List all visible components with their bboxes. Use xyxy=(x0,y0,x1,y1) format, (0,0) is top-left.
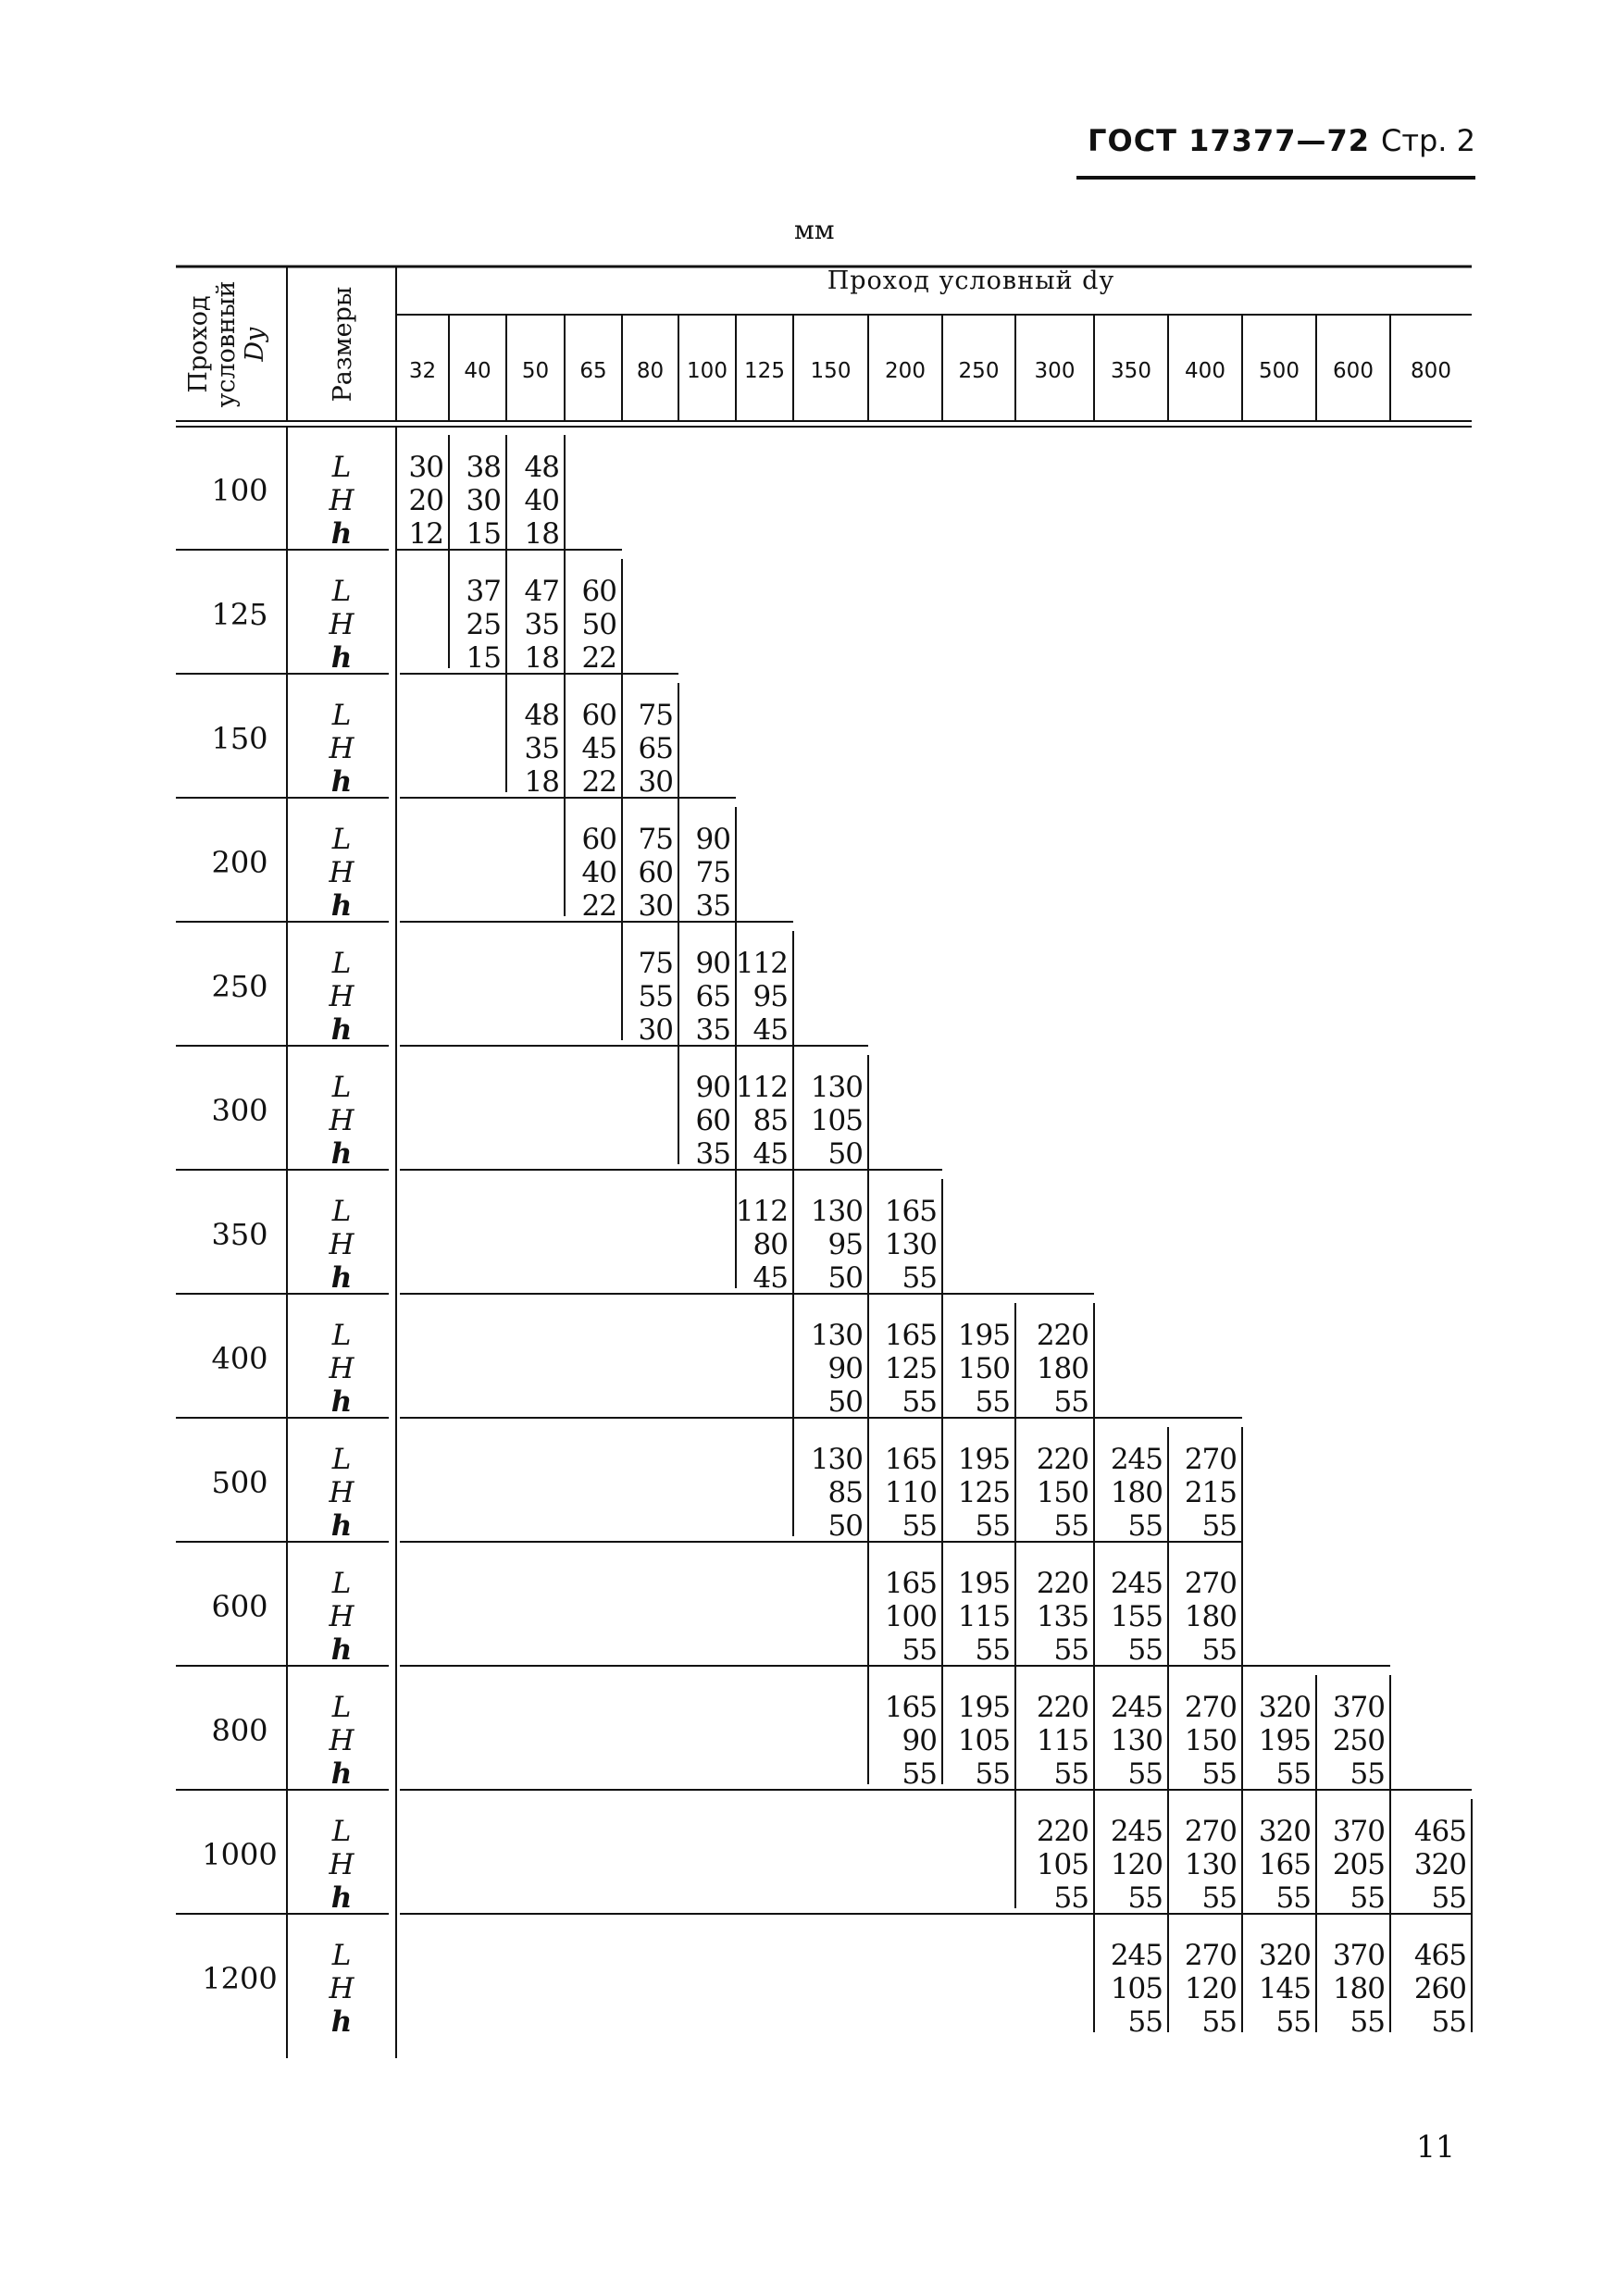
dimension-label: H xyxy=(329,1104,354,1137)
cell-value: 130 xyxy=(810,1319,863,1352)
dimension-label: H xyxy=(329,980,354,1013)
cell-value: 55 xyxy=(1275,2005,1311,2039)
cell-value: 125 xyxy=(957,1476,1010,1509)
dy-column-header: 300 xyxy=(1034,359,1076,383)
cell-value: 47 xyxy=(524,575,559,608)
cell-value: 130 xyxy=(884,1228,937,1261)
dimension-label: L xyxy=(331,1567,352,1600)
cell-value: 50 xyxy=(827,1509,863,1543)
dy-row-label: 125 xyxy=(211,597,268,632)
cell-value: 105 xyxy=(1110,1972,1163,2005)
cell-value: 130 xyxy=(810,1195,863,1228)
cell-value: 465 xyxy=(1413,1815,1466,1848)
cell-value: 55 xyxy=(1053,1509,1088,1543)
dimension-label: L xyxy=(331,1939,352,1972)
cell-value: 250 xyxy=(1332,1724,1385,1757)
cell-value: 18 xyxy=(524,517,559,551)
cell-value: 18 xyxy=(524,765,559,799)
dy-row-label: 150 xyxy=(211,721,268,756)
dimension-label: L xyxy=(331,1195,352,1228)
cell-value: 165 xyxy=(884,1691,937,1724)
cell-value: 195 xyxy=(957,1443,1010,1476)
cell-value: 40 xyxy=(524,484,559,517)
dimension-label: L xyxy=(331,699,352,732)
dimension-label: H xyxy=(329,1476,354,1509)
cell-value: 25 xyxy=(466,608,501,641)
dy-column-header: 125 xyxy=(744,359,785,383)
cell-value: 370 xyxy=(1332,1691,1385,1724)
cell-value: 55 xyxy=(1431,2005,1466,2039)
cell-value: 55 xyxy=(1127,1633,1163,1667)
cell-value: 220 xyxy=(1036,1815,1088,1848)
dy-column-header: 600 xyxy=(1333,359,1374,383)
cell-value: 55 xyxy=(975,1385,1010,1419)
dimension-label: h xyxy=(330,1385,353,1419)
cell-value: 180 xyxy=(1110,1476,1163,1509)
cell-value: 50 xyxy=(827,1261,863,1295)
dy-column-header: 50 xyxy=(521,359,550,383)
cell-value: 35 xyxy=(695,1137,730,1171)
dy-column-header: 800 xyxy=(1411,359,1451,383)
dimension-label: L xyxy=(331,947,352,980)
cell-value: 125 xyxy=(884,1352,937,1385)
cell-value: 18 xyxy=(524,641,559,675)
cell-value: 55 xyxy=(902,1633,937,1667)
cell-value: 55 xyxy=(1201,2005,1237,2039)
cell-value: 55 xyxy=(638,980,673,1013)
cell-value: 110 xyxy=(884,1476,937,1509)
cell-value: 55 xyxy=(1275,1757,1311,1791)
cell-value: 320 xyxy=(1413,1848,1466,1881)
dy-row-header xyxy=(184,280,269,407)
dimension-label: L xyxy=(331,575,352,608)
cell-value: 195 xyxy=(957,1567,1010,1600)
cell-value: 55 xyxy=(902,1509,937,1543)
cell-value: 165 xyxy=(884,1195,937,1228)
cell-value: 245 xyxy=(1110,1567,1163,1600)
dy-row-label: 200 xyxy=(211,845,268,880)
cell-value: 180 xyxy=(1332,1972,1385,2005)
cell-value: 180 xyxy=(1184,1600,1237,1633)
cell-value: 55 xyxy=(1127,2005,1163,2039)
cell-value: 130 xyxy=(1110,1724,1163,1757)
dimension-label: H xyxy=(329,856,354,889)
standard-number: ГОСТ 17377—72 xyxy=(1088,123,1370,158)
dy-row-label: 800 xyxy=(211,1713,268,1748)
dimension-label: H xyxy=(329,1600,354,1633)
dimension-label: L xyxy=(331,823,352,856)
cell-value: 45 xyxy=(581,732,616,765)
cell-value: 105 xyxy=(1036,1848,1088,1881)
cell-value: 85 xyxy=(827,1476,863,1509)
dimension-label: H xyxy=(329,484,354,517)
cell-value: 22 xyxy=(581,765,616,799)
cell-value: 30 xyxy=(638,1013,673,1047)
cell-value: 150 xyxy=(1184,1724,1237,1757)
dy-column-header: 500 xyxy=(1259,359,1300,383)
cell-value: 15 xyxy=(466,641,501,675)
dimension-label: h xyxy=(330,1757,353,1791)
cell-value: 55 xyxy=(902,1261,937,1295)
dimension-label: h xyxy=(330,1509,353,1543)
dy-column-header: 200 xyxy=(885,359,926,383)
cell-value: 15 xyxy=(466,517,501,551)
page-number: Стр. 2 xyxy=(1381,123,1475,158)
cell-value: 130 xyxy=(810,1071,863,1104)
cell-value: 55 xyxy=(1350,1757,1385,1791)
cell-value: 55 xyxy=(1053,1385,1088,1419)
cell-value: 22 xyxy=(581,641,616,675)
folio-number: 11 xyxy=(1416,2128,1455,2165)
cell-value: 100 xyxy=(884,1600,937,1633)
dimension-label: h xyxy=(330,889,353,923)
cell-value: 85 xyxy=(753,1104,788,1137)
cell-value: 20 xyxy=(408,484,443,517)
cell-value: 465 xyxy=(1413,1939,1466,1972)
cell-value: 48 xyxy=(524,699,559,732)
cell-value: 55 xyxy=(902,1385,937,1419)
cell-value: 90 xyxy=(902,1724,937,1757)
cell-value: 55 xyxy=(1350,1881,1385,1915)
cell-value: 55 xyxy=(1127,1509,1163,1543)
cell-value: 60 xyxy=(638,856,673,889)
cell-value: 50 xyxy=(827,1137,863,1171)
cell-value: 90 xyxy=(695,823,730,856)
cell-value: 30 xyxy=(638,765,673,799)
dy-column-header: 250 xyxy=(958,359,1000,383)
cell-value: 55 xyxy=(1201,1509,1237,1543)
dimension-label: H xyxy=(329,1848,354,1881)
cell-value: 165 xyxy=(884,1567,937,1600)
cell-value: 115 xyxy=(957,1600,1010,1633)
cell-value: 30 xyxy=(408,451,443,484)
cell-value: 80 xyxy=(753,1228,788,1261)
cell-value: 195 xyxy=(957,1319,1010,1352)
cell-value: 105 xyxy=(810,1104,863,1137)
dy-row-label: 400 xyxy=(211,1341,268,1376)
dimension-label: L xyxy=(331,1319,352,1352)
cell-value: 370 xyxy=(1332,1815,1385,1848)
cell-value: 55 xyxy=(1053,1881,1088,1915)
size-header xyxy=(329,287,357,403)
cell-value: 115 xyxy=(1036,1724,1088,1757)
cell-value: 55 xyxy=(975,1509,1010,1543)
cell-value: 320 xyxy=(1258,1939,1311,1972)
row-header-text: Проход xyxy=(184,295,213,393)
cell-value: 90 xyxy=(695,947,730,980)
dimension-label: h xyxy=(330,1013,353,1047)
dimension-label: H xyxy=(329,1724,354,1757)
dimension-label: H xyxy=(329,1352,354,1385)
cell-value: 320 xyxy=(1258,1691,1311,1724)
cell-value: 45 xyxy=(753,1137,788,1171)
cell-value: 35 xyxy=(695,1013,730,1047)
cell-value: 245 xyxy=(1110,1815,1163,1848)
dimension-label: L xyxy=(331,451,352,484)
dy-column-header: 150 xyxy=(810,359,852,383)
cell-value: 130 xyxy=(1184,1848,1237,1881)
dimension-label: L xyxy=(331,1691,352,1724)
dimension-label: h xyxy=(330,2005,353,2039)
cell-value: 12 xyxy=(408,517,443,551)
row-header-text: условный xyxy=(212,280,241,408)
cell-value: 120 xyxy=(1184,1972,1237,2005)
cell-value: 270 xyxy=(1184,1815,1237,1848)
cell-value: 90 xyxy=(695,1071,730,1104)
cell-value: 22 xyxy=(581,889,616,923)
cell-value: 220 xyxy=(1036,1319,1088,1352)
cell-value: 195 xyxy=(957,1691,1010,1724)
dimension-label: h xyxy=(330,1633,353,1667)
cell-value: 180 xyxy=(1036,1352,1088,1385)
cell-value: 55 xyxy=(1053,1633,1088,1667)
cell-value: 65 xyxy=(695,980,730,1013)
dimension-label: L xyxy=(331,1071,352,1104)
cell-value: 30 xyxy=(466,484,501,517)
cell-value: 145 xyxy=(1258,1972,1311,2005)
cell-value: 205 xyxy=(1332,1848,1385,1881)
col-group-header: Проход условный dу xyxy=(827,267,1115,295)
cell-value: 150 xyxy=(1036,1476,1088,1509)
dy-row-label: 600 xyxy=(211,1589,268,1624)
cell-value: 60 xyxy=(581,699,616,732)
dy-column-header: 80 xyxy=(636,359,665,383)
dimension-label: H xyxy=(329,1972,354,2005)
cell-value: 45 xyxy=(753,1261,788,1295)
cell-value: 165 xyxy=(884,1319,937,1352)
dy-row-label: 300 xyxy=(211,1093,268,1128)
dy-row-label: 350 xyxy=(211,1217,268,1252)
cell-value: 112 xyxy=(735,947,788,980)
cell-value: 245 xyxy=(1110,1691,1163,1724)
dimension-label: h xyxy=(330,1137,353,1171)
dimension-label: h xyxy=(330,641,353,675)
cell-value: 55 xyxy=(1431,1881,1466,1915)
cell-value: 55 xyxy=(902,1757,937,1791)
units-label: мм xyxy=(794,215,835,245)
cell-value: 155 xyxy=(1110,1600,1163,1633)
cell-value: 135 xyxy=(1036,1600,1088,1633)
cell-value: 270 xyxy=(1184,1691,1237,1724)
dy-column-header: 350 xyxy=(1111,359,1151,383)
dimension-label: h xyxy=(330,517,353,551)
dy-column-header: 65 xyxy=(579,359,607,383)
cell-value: 60 xyxy=(581,575,616,608)
dimension-label: L xyxy=(331,1443,352,1476)
cell-value: 55 xyxy=(1127,1881,1163,1915)
cell-value: 55 xyxy=(975,1633,1010,1667)
dy-column-header: 32 xyxy=(408,359,437,383)
dy-column-header: 100 xyxy=(687,359,728,383)
dy-row-label: 100 xyxy=(211,473,268,508)
dy-column-header: 40 xyxy=(464,359,491,383)
cell-value: 55 xyxy=(1275,1881,1311,1915)
cell-value: 75 xyxy=(638,823,673,856)
cell-value: 260 xyxy=(1413,1972,1466,2005)
cell-value: 55 xyxy=(1350,2005,1385,2039)
dy-column-header: 400 xyxy=(1185,359,1225,383)
row-header-text: Dу xyxy=(241,327,269,362)
cell-value: 60 xyxy=(581,823,616,856)
cell-value: 95 xyxy=(827,1228,863,1261)
cell-value: 270 xyxy=(1184,1443,1237,1476)
dy-row-label: 250 xyxy=(211,969,268,1004)
cell-value: 150 xyxy=(957,1352,1010,1385)
cell-value: 55 xyxy=(1201,1633,1237,1667)
cell-value: 95 xyxy=(753,980,788,1013)
cell-value: 215 xyxy=(1184,1476,1237,1509)
cell-value: 270 xyxy=(1184,1939,1237,1972)
dimension-label: h xyxy=(330,1261,353,1295)
cell-value: 38 xyxy=(466,451,501,484)
cell-value: 35 xyxy=(524,608,559,641)
cell-value: 55 xyxy=(975,1757,1010,1791)
cell-value: 50 xyxy=(827,1385,863,1419)
dy-row-label: 1000 xyxy=(202,1837,278,1872)
cell-value: 65 xyxy=(638,732,673,765)
dy-row-label: 1200 xyxy=(202,1961,278,1996)
cell-value: 55 xyxy=(1201,1881,1237,1915)
cell-value: 35 xyxy=(695,889,730,923)
dimension-label: H xyxy=(329,608,354,641)
cell-value: 105 xyxy=(957,1724,1010,1757)
cell-value: 55 xyxy=(1053,1757,1088,1791)
cell-value: 55 xyxy=(1201,1757,1237,1791)
cell-value: 220 xyxy=(1036,1567,1088,1600)
cell-value: 245 xyxy=(1110,1443,1163,1476)
cell-value: 48 xyxy=(524,451,559,484)
cell-value: 112 xyxy=(735,1195,788,1228)
dy-row-label: 500 xyxy=(211,1465,268,1500)
dimension-label: h xyxy=(330,1881,353,1915)
cell-value: 370 xyxy=(1332,1939,1385,1972)
cell-value: 165 xyxy=(884,1443,937,1476)
cell-value: 220 xyxy=(1036,1443,1088,1476)
dimension-label: L xyxy=(331,1815,352,1848)
cell-value: 220 xyxy=(1036,1691,1088,1724)
cell-value: 37 xyxy=(466,575,501,608)
cell-value: 45 xyxy=(753,1013,788,1047)
size-header-text: Размеры xyxy=(329,286,357,403)
dimension-label: H xyxy=(329,1228,354,1261)
cell-value: 75 xyxy=(695,856,730,889)
cell-value: 120 xyxy=(1110,1848,1163,1881)
cell-value: 60 xyxy=(695,1104,730,1137)
cell-value: 112 xyxy=(735,1071,788,1104)
cell-value: 90 xyxy=(827,1352,863,1385)
cell-value: 75 xyxy=(638,947,673,980)
cell-value: 75 xyxy=(638,699,673,732)
cell-value: 40 xyxy=(581,856,616,889)
cell-value: 270 xyxy=(1184,1567,1237,1600)
cell-value: 320 xyxy=(1258,1815,1311,1848)
cell-value: 35 xyxy=(524,732,559,765)
dimension-label: h xyxy=(330,765,353,799)
cell-value: 50 xyxy=(581,608,616,641)
cell-value: 55 xyxy=(1127,1757,1163,1791)
cell-value: 195 xyxy=(1258,1724,1311,1757)
cell-value: 130 xyxy=(810,1443,863,1476)
cell-value: 245 xyxy=(1110,1939,1163,1972)
cell-value: 30 xyxy=(638,889,673,923)
cell-value: 165 xyxy=(1258,1848,1311,1881)
dimension-label: H xyxy=(329,732,354,765)
